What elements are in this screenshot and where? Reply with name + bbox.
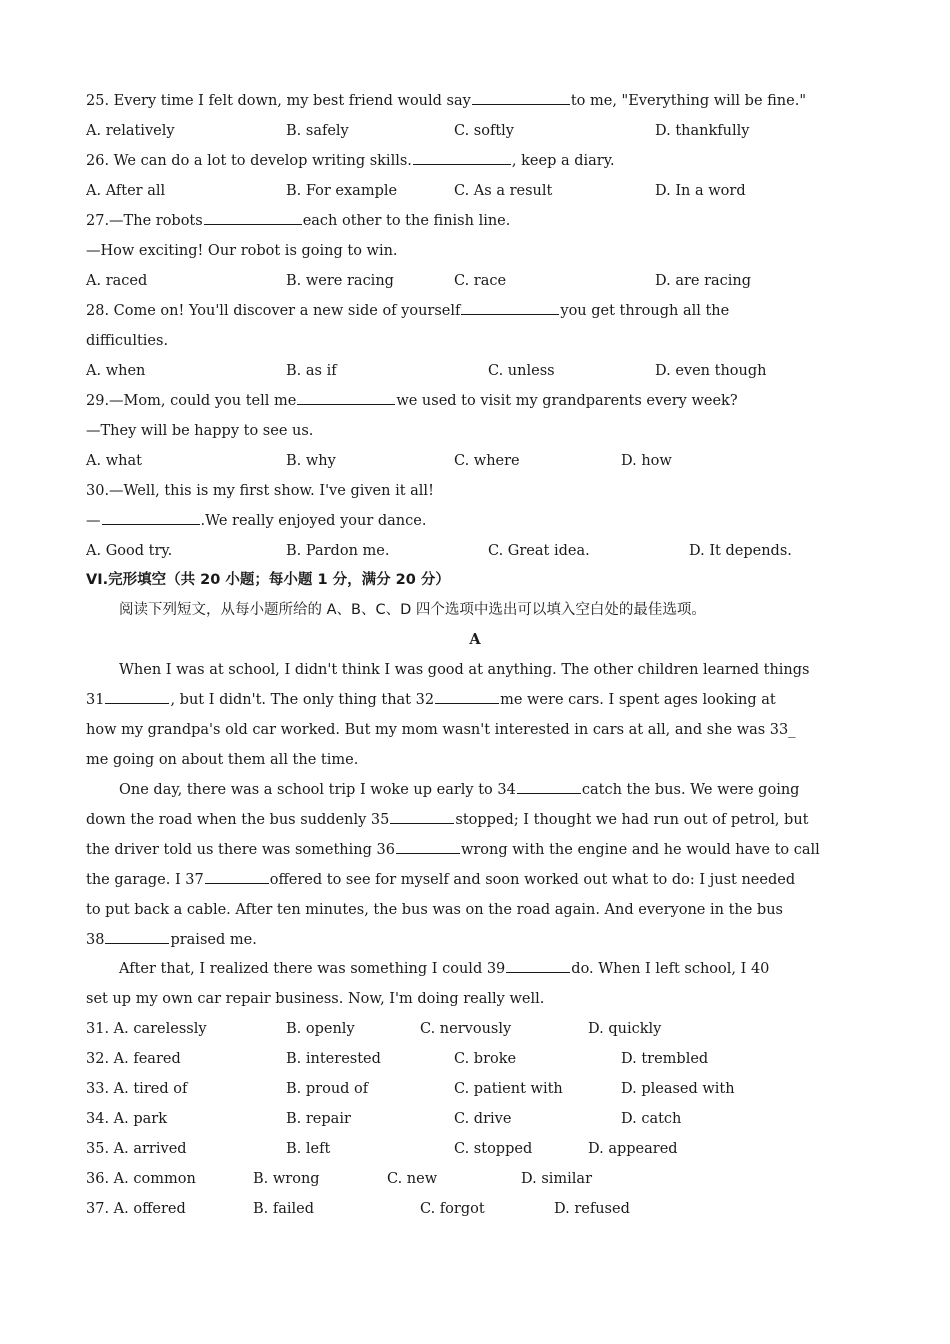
passage-line — [86, 925, 257, 955]
answer-blank — [472, 87, 570, 105]
option-a: A. After all — [86, 183, 166, 199]
cloze-option-d: D. catch — [621, 1111, 682, 1127]
answer-blank — [396, 836, 460, 854]
option-b: B. For example — [286, 183, 398, 199]
passage-text: 31 — [86, 692, 105, 708]
question-30-options — [86, 536, 866, 566]
cloze-option-b: B. proud of — [286, 1081, 369, 1097]
passage-line: how my grandpa's old car worked. But my mom wasn't interested in cars at all, and she was 33_ — [86, 722, 796, 738]
passage-label: A — [469, 631, 481, 648]
cloze-option-a: 34. A. park — [86, 1111, 168, 1127]
cloze-row — [86, 1014, 866, 1044]
option-c: C. where — [454, 453, 520, 469]
passage-line — [86, 685, 776, 715]
answer-blank — [102, 507, 200, 525]
cloze-option-c: C. drive — [454, 1111, 512, 1127]
passage-text: offered to see for myself and soon worked out what to do: I just needed — [269, 872, 796, 888]
cloze-row — [86, 1104, 866, 1134]
section-title: VI.完形填空（共 20 小题；每小题 1 分，满分 20 分） — [86, 572, 450, 588]
cloze-option-d: D. appeared — [588, 1141, 678, 1157]
option-d: D. It depends. — [689, 543, 792, 559]
cloze-row — [86, 1074, 866, 1104]
option-b: B. as if — [286, 363, 337, 379]
q27-text-a: 27.—The robots — [86, 213, 203, 229]
question-30-stem: 30.—Well, this is my first show. I've given it all! — [86, 483, 434, 499]
option-d: D. thankfully — [655, 123, 750, 139]
question-30-reply — [86, 506, 426, 536]
answer-blank — [461, 297, 559, 315]
passage-line: set up my own car repair business. Now, I'm doing really well. — [86, 991, 545, 1007]
question-25-stem — [86, 86, 806, 116]
question-28-stem-cont: difficulties. — [86, 333, 169, 349]
option-b: B. safely — [286, 123, 349, 139]
answer-blank — [204, 207, 302, 225]
passage-text: stopped; I thought we had run out of petrol, but — [455, 812, 809, 828]
answer-blank — [105, 926, 169, 944]
option-d: D. In a word — [655, 183, 746, 199]
cloze-option-d: D. similar — [521, 1171, 593, 1187]
cloze-option-c: C. new — [387, 1171, 438, 1187]
cloze-option-c: C. patient with — [454, 1081, 563, 1097]
q29-text-a: 29.—Mom, could you tell me — [86, 393, 297, 409]
cloze-option-c: C. forgot — [420, 1201, 485, 1217]
option-d: D. are racing — [655, 273, 752, 289]
option-c: C. race — [454, 273, 507, 289]
passage-text: do. When I left school, I 40 — [571, 961, 770, 977]
cloze-option-a: 35. A. arrived — [86, 1141, 187, 1157]
answer-blank — [390, 806, 454, 824]
cloze-option-b: B. failed — [253, 1201, 315, 1217]
passage-text: me were cars. I spent ages looking at — [500, 692, 776, 708]
question-28-stem — [86, 296, 729, 326]
passage-line — [119, 655, 864, 685]
q27-text-b: each other to the finish line. — [302, 213, 511, 229]
passage-line — [86, 835, 820, 865]
cloze-option-b: B. wrong — [253, 1171, 320, 1187]
option-a: A. relatively — [86, 123, 175, 139]
cloze-option-b: B. interested — [286, 1051, 381, 1067]
cloze-option-d: D. trembled — [621, 1051, 709, 1067]
cloze-option-d: D. quickly — [588, 1021, 662, 1037]
passage-line: to put back a cable. After ten minutes, the bus was on the road again. And everyone in the bus — [86, 902, 783, 918]
passage-text: 38 — [86, 932, 105, 948]
cloze-row — [86, 1164, 866, 1194]
passage-text: down the road when the bus suddenly 35 — [86, 812, 390, 828]
q25-text-a: 25. Every time I felt down, my best friend would say — [86, 93, 471, 109]
passage-text: the driver told us there was something 36 — [86, 842, 395, 858]
passage-line — [86, 865, 795, 895]
option-c: C. As a result — [454, 183, 553, 199]
question-26-stem — [86, 146, 615, 176]
section-instruction: 阅读下列短文，从每小题所给的 A、B、C、D 四个选项中选出可以填入空白处的最佳选项。 — [119, 602, 706, 618]
answer-blank — [297, 387, 395, 405]
cloze-option-c: C. stopped — [454, 1141, 533, 1157]
q25-text-b: to me, "Everything will be fine." — [570, 93, 806, 109]
q28-text-b: you get through all the — [560, 303, 730, 319]
cloze-option-a: 37. A. offered — [86, 1201, 186, 1217]
passage-text: When I was at school, I didn't think I was good at anything. The other children learned things — [119, 662, 810, 678]
option-a: A. raced — [86, 273, 148, 289]
q29-text-b: we used to visit my grandparents every week? — [396, 393, 738, 409]
option-a: A. what — [86, 453, 142, 469]
cloze-option-b: B. left — [286, 1141, 331, 1157]
cloze-option-d: D. pleased with — [621, 1081, 735, 1097]
question-27-reply: —How exciting! Our robot is going to win. — [86, 243, 398, 259]
option-d: D. how — [621, 453, 672, 469]
option-c: C. Great idea. — [488, 543, 590, 559]
question-28-options — [86, 356, 866, 386]
passage-text: After that, I realized there was something I could 39 — [119, 961, 506, 977]
answer-blank — [517, 776, 581, 794]
cloze-option-d: D. refused — [554, 1201, 630, 1217]
answer-blank — [413, 147, 511, 165]
passage-line — [119, 954, 769, 984]
cloze-option-b: B. repair — [286, 1111, 351, 1127]
option-a: A. when — [86, 363, 146, 379]
option-b: B. why — [286, 453, 336, 469]
option-c: C. softly — [454, 123, 514, 139]
cloze-option-b: B. openly — [286, 1021, 355, 1037]
question-29-reply: —They will be happy to see us. — [86, 423, 314, 439]
answer-blank — [435, 686, 499, 704]
answer-blank — [205, 866, 269, 884]
passage-text: praised me. — [170, 932, 257, 948]
option-a: A. Good try. — [86, 543, 173, 559]
cloze-row — [86, 1044, 866, 1074]
answer-blank — [506, 955, 570, 973]
cloze-option-c: C. nervously — [420, 1021, 512, 1037]
q28-text-a: 28. Come on! You'll discover a new side of yourself — [86, 303, 461, 319]
passage-text: , but I didn't. The only thing that 32 — [170, 692, 435, 708]
passage-line — [86, 805, 809, 835]
cloze-option-a: 33. A. tired of — [86, 1081, 188, 1097]
passage-text: catch the bus. We were going — [581, 782, 800, 798]
question-26-options — [86, 176, 866, 206]
cloze-option-a: 36. A. common — [86, 1171, 196, 1187]
question-25-options — [86, 116, 866, 146]
cloze-option-a: 32. A. feared — [86, 1051, 181, 1067]
option-b: B. were racing — [286, 273, 394, 289]
q30-dash: — — [86, 513, 101, 529]
cloze-option-c: C. broke — [454, 1051, 517, 1067]
passage-line: me going on about them all the time. — [86, 752, 359, 768]
cloze-row — [86, 1194, 866, 1224]
q26-text-b: , keep a diary. — [511, 153, 615, 169]
q26-text-a: 26. We can do a lot to develop writing skills. — [86, 153, 412, 169]
question-27-stem — [86, 206, 510, 236]
passage-text: the garage. I 37 — [86, 872, 204, 888]
option-d: D. even though — [655, 363, 767, 379]
passage-line — [119, 775, 799, 805]
question-29-stem — [86, 386, 738, 416]
passage-text: wrong with the engine and he would have to call — [460, 842, 820, 858]
cloze-row — [86, 1134, 866, 1164]
passage-text: One day, there was a school trip I woke up early to 34 — [119, 782, 516, 798]
answer-blank — [105, 686, 169, 704]
q30-text-b: .We really enjoyed your dance. — [200, 513, 427, 529]
option-b: B. Pardon me. — [286, 543, 390, 559]
question-27-options — [86, 266, 866, 296]
question-29-options — [86, 446, 866, 476]
cloze-option-a: 31. A. carelessly — [86, 1021, 207, 1037]
option-c: C. unless — [488, 363, 555, 379]
